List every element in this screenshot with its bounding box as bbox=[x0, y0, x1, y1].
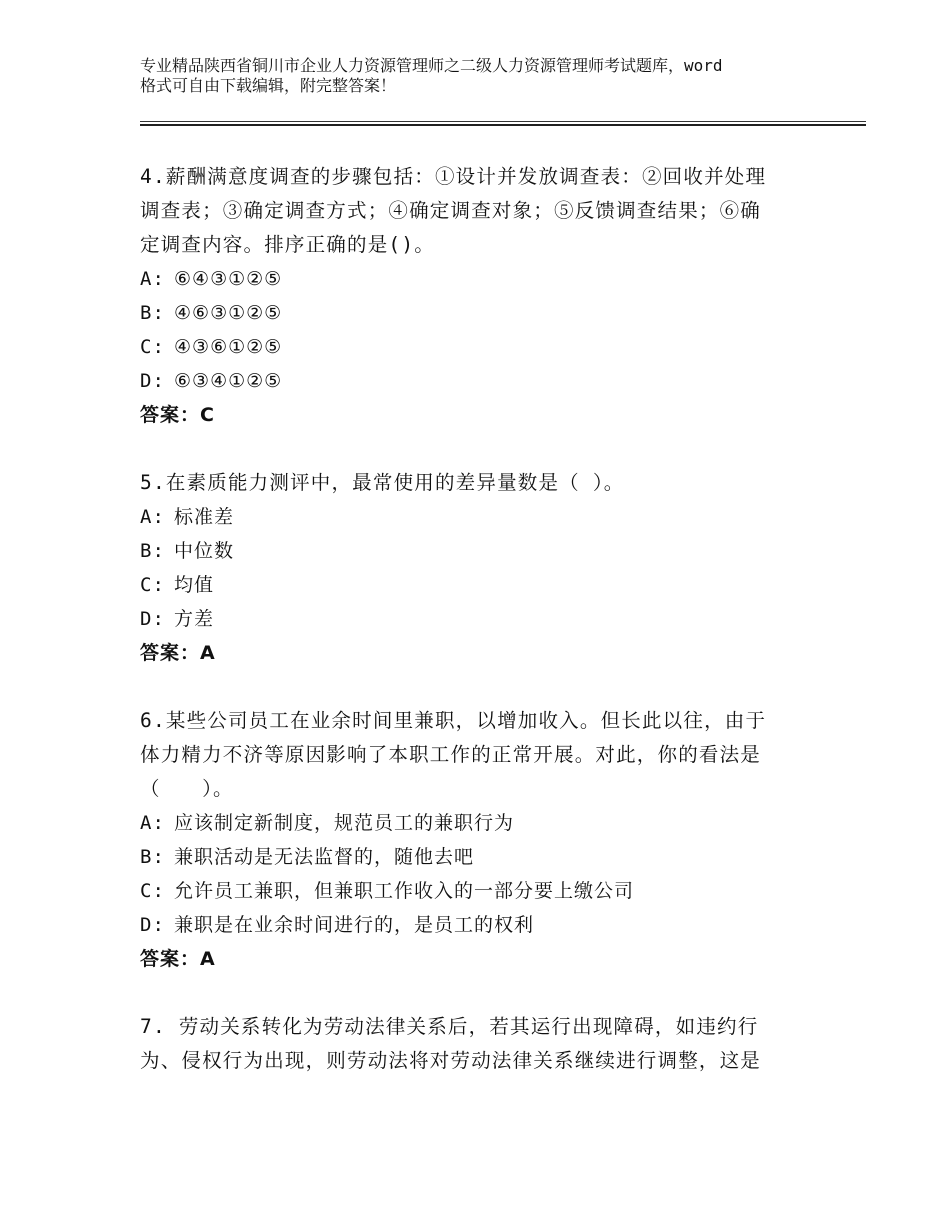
option-text: 中位数 bbox=[174, 540, 235, 562]
option-text: ④③⑥①②⑤ bbox=[174, 336, 283, 358]
question-6-stem-line: 体力精力不济等原因影响了本职工作的正常开展。对此，你的看法是 bbox=[140, 743, 762, 766]
question-4-option-c bbox=[140, 330, 800, 364]
option-letter: D: bbox=[140, 608, 165, 630]
option-text: 允许员工兼职，但兼职工作收入的一部分要上缴公司 bbox=[174, 880, 635, 902]
question-6-option-a bbox=[140, 806, 800, 840]
question-5 bbox=[140, 466, 800, 670]
option-letter: C: bbox=[140, 574, 165, 596]
document-header bbox=[140, 56, 830, 96]
question-6-option-d bbox=[140, 908, 800, 942]
option-text: ⑥④③①②⑤ bbox=[174, 268, 283, 290]
question-6 bbox=[140, 704, 800, 976]
option-letter: A: bbox=[140, 268, 165, 290]
question-5-option-a bbox=[140, 500, 800, 534]
option-letter: B: bbox=[140, 302, 165, 324]
question-4-stem-line: 4.薪酬满意度调查的步骤包括：①设计并发放调查表：②回收并处理 bbox=[140, 165, 767, 188]
question-5-option-d bbox=[140, 602, 800, 636]
header-line-1: 专业精品陕西省铜川市企业人力资源管理师之二级人力资源管理师考试题库，word bbox=[140, 56, 723, 75]
option-letter: C: bbox=[140, 880, 165, 902]
question-5-option-c bbox=[140, 568, 800, 602]
question-7 bbox=[140, 1010, 800, 1078]
header-line-2: 格式可自由下载编辑，附完整答案！ bbox=[140, 76, 397, 95]
option-letter: A: bbox=[140, 812, 165, 834]
option-letter: D: bbox=[140, 914, 165, 936]
question-4-stem bbox=[140, 160, 800, 262]
question-4-answer: 答案：C bbox=[140, 404, 215, 426]
option-text: 均值 bbox=[174, 574, 215, 596]
option-text: 方差 bbox=[174, 608, 215, 630]
question-4-stem-line: 定调查内容。排序正确的是()。 bbox=[140, 233, 435, 256]
header-divider-thin bbox=[140, 121, 866, 122]
question-5-option-b bbox=[140, 534, 800, 568]
option-text: 兼职是在业余时间进行的，是员工的权利 bbox=[174, 914, 535, 936]
option-text: ⑥③④①②⑤ bbox=[174, 370, 283, 392]
question-4-option-b bbox=[140, 296, 800, 330]
question-6-stem bbox=[140, 704, 800, 806]
header-divider-thick bbox=[140, 124, 866, 126]
option-text: 标准差 bbox=[174, 506, 235, 528]
option-text: 应该制定新制度，规范员工的兼职行为 bbox=[174, 812, 515, 834]
question-6-answer: 答案：A bbox=[140, 948, 216, 970]
option-letter: A: bbox=[140, 506, 165, 528]
option-letter: C: bbox=[140, 336, 165, 358]
option-letter: D: bbox=[140, 370, 165, 392]
option-text: ④⑥③①②⑤ bbox=[174, 302, 283, 324]
question-5-stem-line: 5.在素质能力测评中，最常使用的差异量数是（ ）。 bbox=[140, 471, 625, 494]
question-4-option-d bbox=[140, 364, 800, 398]
question-6-stem-line: （ ）。 bbox=[140, 777, 234, 800]
question-6-option-c bbox=[140, 874, 800, 908]
question-4 bbox=[140, 160, 800, 432]
question-7-stem-line: 为、侵权行为出现，则劳动法将对劳动法律关系继续进行调整，这是 bbox=[140, 1049, 762, 1072]
question-4-stem-line: 调查表；③确定调查方式；④确定调查对象；⑤反馈调查结果；⑥确 bbox=[140, 199, 762, 222]
option-letter: B: bbox=[140, 846, 165, 868]
question-4-option-a bbox=[140, 262, 800, 296]
question-5-stem bbox=[140, 466, 800, 500]
question-spacer bbox=[140, 976, 800, 1010]
option-text: 兼职活动是无法监督的，随他去吧 bbox=[174, 846, 475, 868]
question-spacer bbox=[140, 432, 800, 466]
question-list bbox=[140, 160, 800, 1078]
option-letter: B: bbox=[140, 540, 165, 562]
question-7-stem-line: 7. 劳动关系转化为劳动法律关系后，若其运行出现障碍，如违约行 bbox=[140, 1015, 759, 1038]
question-6-option-b bbox=[140, 840, 800, 874]
question-5-answer: 答案：A bbox=[140, 642, 216, 664]
question-7-stem bbox=[140, 1010, 800, 1078]
question-spacer bbox=[140, 670, 800, 704]
question-6-stem-line: 6.某些公司员工在业余时间里兼职，以增加收入。但长此以往，由于 bbox=[140, 709, 767, 732]
